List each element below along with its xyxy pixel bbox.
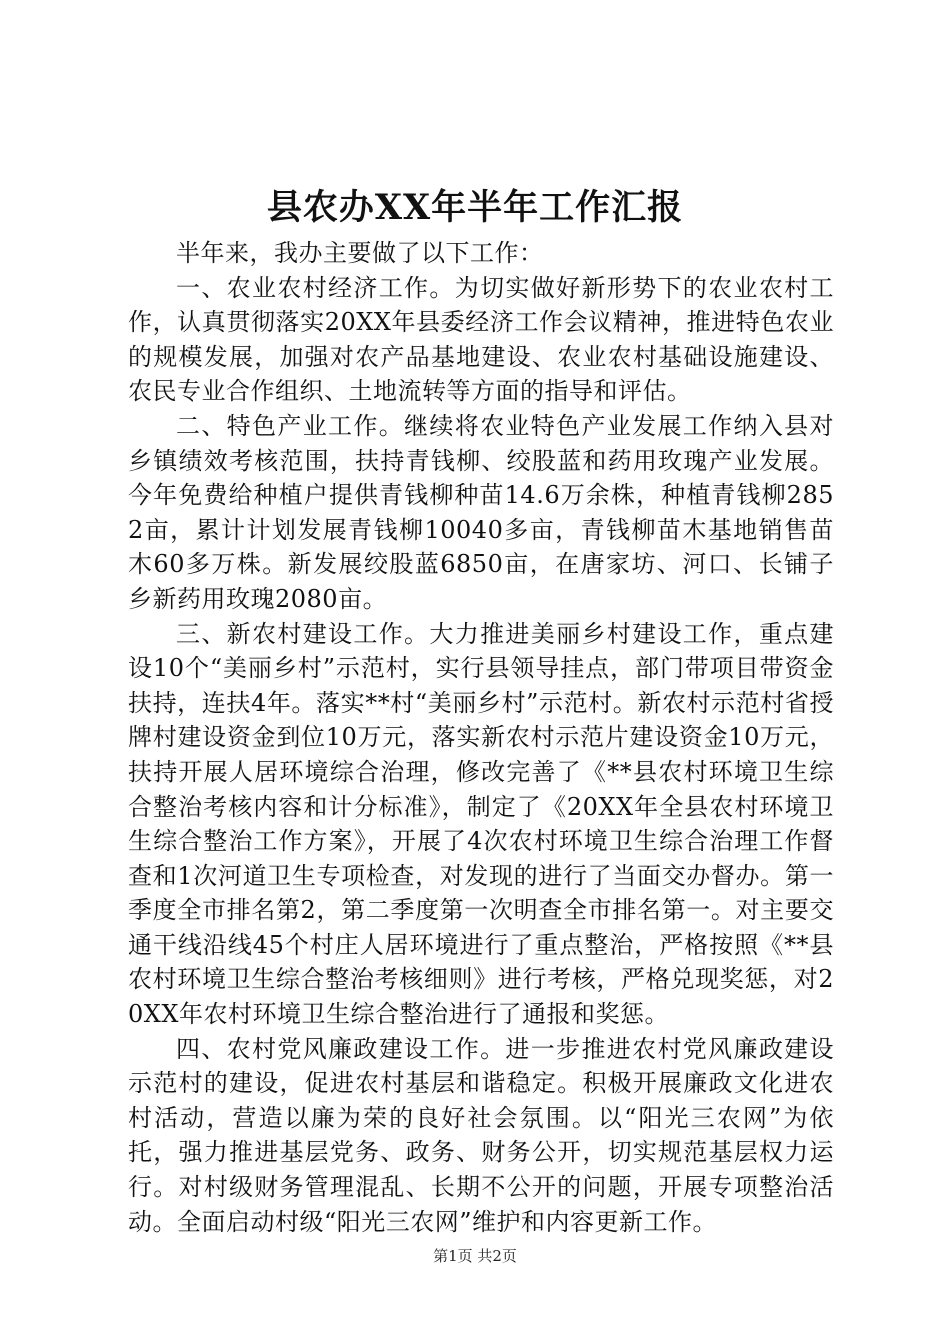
- page-number-footer: 第1页 共2页: [433, 1247, 517, 1265]
- document-body: [128, 236, 834, 1239]
- paragraph-section-4: 四、农村党风廉政建设工作。进一步推进农村党风廉政建设示范村的建设，促进农村基层和谐稳定。积极开展廉政文化进农村活动，营造以廉为荣的良好社会氛围。以“阳光三农网”为依托，强力推进基层党务、政务、财务公开，切实规范基层权力运行。对村级财务管理混乱、长期不公开的问题，开展专项整治活动。全面启动村级“阳光三农网”维护和内容更新工作。: [128, 1034, 834, 1236]
- paragraph-intro: 半年来，我办主要做了以下工作：: [176, 239, 544, 267]
- paragraph-section-2: 二、特色产业工作。继续将农业特色产业发展工作纳入县对乡镇绩效考核范围，扶持青钱柳、绞股蓝和药用玫瑰产业发展。今年免费给种植户提供青钱柳种苗14.6万余株，种植青钱柳2852亩，累计计划发展青钱柳10040多亩，青钱柳苗木基地销售苗木60多万株。新发展绞股蓝6850亩，在唐家坊、河口、长铺子乡新药用玫瑰2080亩。: [128, 411, 834, 613]
- document-title: 县农办XX年半年工作汇报: [266, 187, 684, 228]
- paragraph-section-3: 三、新农村建设工作。大力推进美丽乡村建设工作，重点建设10个“美丽乡村”示范村，实行县领导挂点，部门带项目带资金扶持，连扶4年。落实**村“美丽乡村”示范村。新农村示范村省授牌村建设资金到位10万元，落实新农村示范片建设资金10万元，扶持开展人居环境综合治理，修改完善了《**县农村环境卫生综合整治考核内容和计分标准》，制定了《20XX年全县农村环境卫生综合整治工作方案》，开展了4次农村环境卫生综合治理工作督查和1次河道卫生专项检查，对发现的进行了当面交办督办。第一季度全市排名第2，第二季度第一次明查全市排名第一。对主要交通干线沿线45个村庄人居环境进行了重点整治，严格按照《**县农村环境卫生综合整治考核细则》进行考核，严格兑现奖惩，对20XX年农村环境卫生综合整治进行了通报和奖惩。: [128, 619, 834, 1029]
- paragraph-section-1: 一、农业农村经济工作。为切实做好新形势下的农业农村工作，认真贯彻落实20XX年县委经济工作会议精神，推进特色农业的规模发展，加强对农产品基地建设、农业农村基础设施建设、农民专业合作组织、土地流转等方面的指导和评估。: [128, 273, 834, 406]
